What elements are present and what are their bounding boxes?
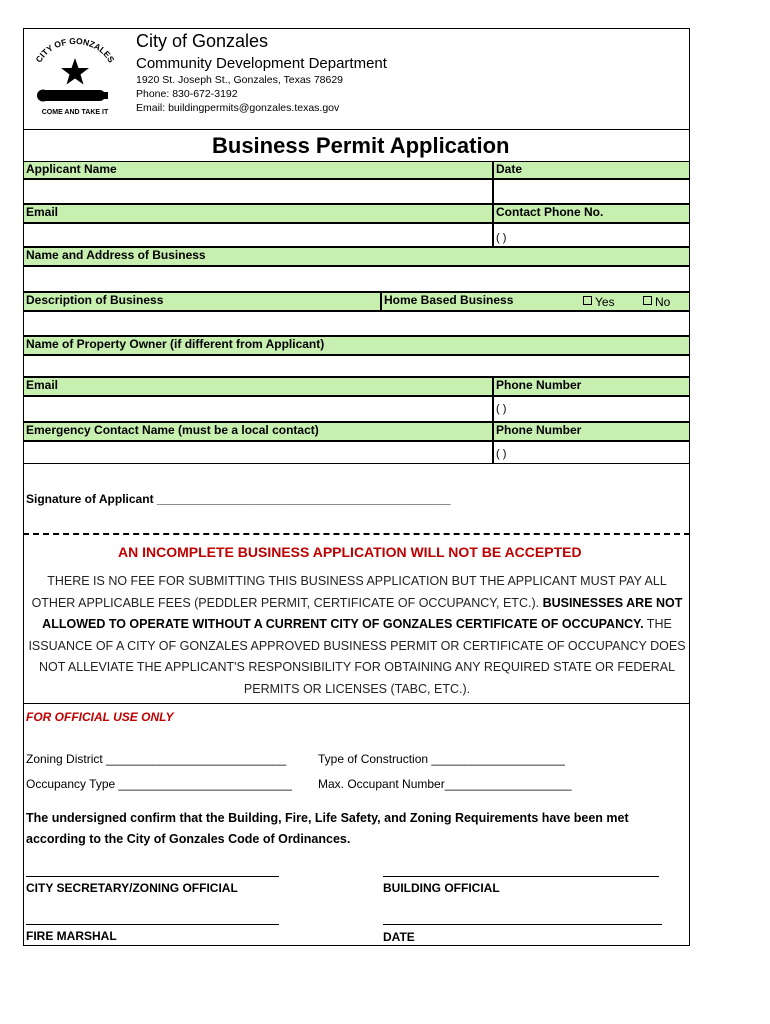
address-text: 1920 St. Joseph St., Gonzales, Texas 78629 [136,74,344,86]
no-checkbox[interactable] [643,296,652,305]
notice-text-1: THERE IS NO FEE FOR SUBMITTING THIS BUSINESS APPLICATION BUT THE APPLICANT MUST PAY ALL OTHER APPLICABLE FEES (PEDDLER PERMIT, CERTIFICATE OF OCCUPANCY, ETC.). [31,574,667,610]
email-field[interactable] [23,223,493,247]
department-name: Community Development Department [136,55,387,72]
city-name: City of Gonzales [136,31,269,51]
form-title: Business Permit Application [212,133,510,158]
business-description-field[interactable] [23,311,690,336]
fire-marshal-label: FIRE MARSHAL [26,929,117,943]
cut-line-divider [23,533,690,535]
applicant-name-label: Applicant Name [23,161,493,179]
construction-type-field[interactable]: Type of Construction ____________________ [318,752,565,766]
owner-email-field[interactable] [23,396,493,422]
logo-top-text: CITY OF GONZALES [33,36,117,65]
fire-marshal-signature-line[interactable] [26,924,279,925]
owner-email-label: Email [23,377,493,396]
logo-bottom-text: COME AND TAKE IT [41,109,109,116]
notice-text-2: THE ISSUANCE OF A CITY OF GONZALES APPROVED BUSINESS PERMIT OR CERTIFICATE OF OCCUPANCY DOES NOT ALLEVIATE THE APPLICANT'S RESPONSIBILITY FOR OBTAINING ANY REQUIRED STATE OR FEDERAL PERMITS OR LICENSES (TABC, ETC.). [28,617,686,696]
applicant-name-field[interactable] [23,179,493,204]
yes-label: Yes [595,295,615,309]
emergency-phone-placeholder: ( ) [496,448,507,460]
no-label: No [655,295,671,309]
occupancy-type-field[interactable]: Occupancy Type __________________________ [26,777,293,791]
email-label: Email [23,204,493,223]
business-name-address-label: Name and Address of Business [23,247,690,266]
email-text: Email: buildingpermits@gonzales.texas.gov [136,102,340,114]
city-secretary-signature-line[interactable] [26,876,279,877]
official-use-heading: FOR OFFICIAL USE ONLY [26,710,174,724]
emergency-phone-label: Phone Number [493,422,690,441]
date-signature-line[interactable] [383,924,662,925]
emergency-contact-field[interactable] [23,441,493,464]
zoning-district-field[interactable]: Zoning District ___________________________ [26,752,287,766]
contact-phone-placeholder: ( ) [496,232,507,244]
emergency-contact-label: Emergency Contact Name (must be a local contact) [23,422,493,441]
yes-checkbox[interactable] [583,296,592,305]
max-occupant-field[interactable]: Max. Occupant Number___________________ [318,777,572,791]
contact-phone-label: Contact Phone No. [493,204,690,223]
home-based-label: Home Based Business [381,292,690,311]
emergency-phone-field[interactable] [493,441,690,464]
city-secretary-label: CITY SECRETARY/ZONING OFFICIAL [26,881,238,895]
property-owner-label: Name of Property Owner (if different from Applicant) [23,336,690,355]
certification-statement: The undersigned confirm that the Building, Fire, Life Safety, and Zoning Requirements have been met according to the City of Gonzales Code of Ordinances. [26,811,629,846]
official-date-label: DATE [383,930,415,944]
owner-phone-label: Phone Number [493,377,690,396]
phone-text: Phone: 830-672-3192 [136,88,238,100]
home-based-no-option[interactable] [643,295,670,309]
city-seal-logo [30,36,120,118]
date-label: Date [493,161,690,179]
home-based-yes-option[interactable] [583,295,615,309]
notice-paragraph [28,571,686,700]
letterhead [23,28,690,130]
building-official-signature-line[interactable] [383,876,659,877]
business-description-label: Description of Business [23,292,381,311]
property-owner-field[interactable] [23,355,690,377]
incomplete-warning: AN INCOMPLETE BUSINESS APPLICATION WILL NOT BE ACCEPTED [118,544,582,560]
building-official-label: BUILDING OFFICIAL [383,881,500,895]
notice-text-bold: BUSINESSES ARE NOT ALLOWED TO OPERATE WITHOUT A CURRENT CITY OF GONZALES CERTIFICATE OF OCCUPANCY. [42,595,683,631]
contact-phone-field[interactable] [493,223,690,247]
business-name-address-field[interactable] [23,266,690,292]
owner-phone-placeholder: ( ) [496,403,507,415]
owner-phone-field[interactable] [493,396,690,422]
official-section-divider [23,703,690,704]
signature-line[interactable]: Signature of Applicant ____________________________________________ [26,492,451,506]
date-field[interactable] [493,179,690,204]
